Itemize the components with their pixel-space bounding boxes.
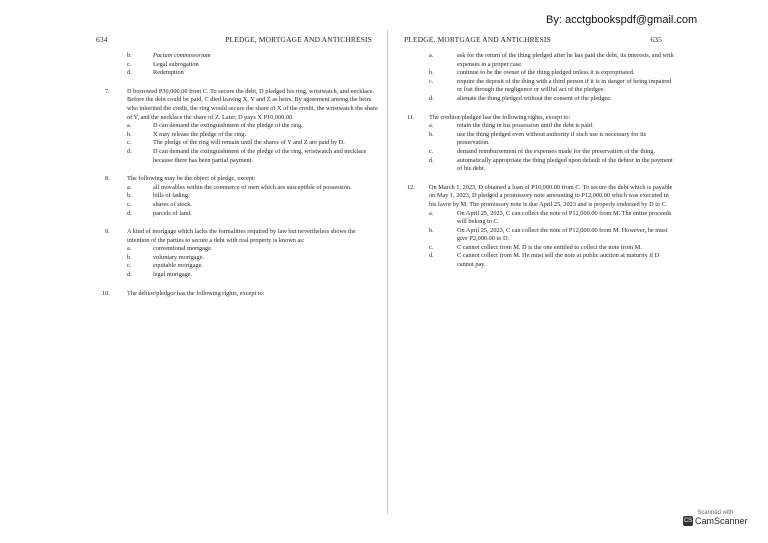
right-page: [398, 36, 676, 506]
question-stem: On March 1, 2023, D obtained a loan of P10,000.00 from C. To secure the debt which is payable on May 1, 2023, D pledged a promissory note amounting to P12,000.00 which was executed in his favor by M. The promissory note is due April 25, 2023 and is properly endorsed by D to C.: [429, 183, 673, 208]
option-item: d. C cannot collect from M. He must sell the note at public auction at maturity if D cannot pay.: [429, 252, 660, 269]
question-8: 8. The following may be the object of pledge, except: a. all movables within the commerce of men which are susceptible of possession. b. bills of lading. c. shares of stock. d. parcels of land.: [96, 175, 378, 218]
running-title: PLEDGE, MORTGAGE AND ANTICHRESIS: [225, 35, 372, 44]
scanned-with-label: Scanned with: [697, 510, 734, 516]
option-item: c. The pledge of the ring will remain until the shares of Y and Z are paid by D.: [127, 139, 345, 147]
option-item: b. On April 25, 2023, C can collect the note of P12,000.00 from M. However, he must give P2,000.00 to D.: [429, 226, 668, 243]
option-item: d. alienate the thing pledged without the consent of the pledgee.: [429, 94, 612, 102]
option-item: b. Pactum commissorium: [127, 52, 211, 59]
running-title: PLEDGE, MORTGAGE AND ANTICHRESIS: [404, 35, 551, 44]
page-divider: [387, 30, 388, 514]
option-item: b. bills of lading.: [127, 192, 190, 200]
option-item: a. On April 25, 2023, C can collect the note of P12,000.00 from M. The entire proceeds will belong to C.: [429, 209, 672, 226]
question-stem: D borrowed P30,000.00 from C. To secure the debt, D pledged his ring, wristwatch, and necklace. Before the debt could be paid, C died leaving X, Y and Z as heirs. By agreement among the heirs who inherited the credit, the ring would secure the share of X of the credit, the wristwatch the share of Y, and the necklace the share of Z. Later, D pays X P10,000.00.: [127, 87, 378, 121]
option-item: d. legal mortgage.: [127, 271, 193, 279]
option-item: a. retain the thing in his possession until the debt is paid.: [429, 122, 594, 130]
question-stem: The debtor/pledgor has the following rights, except to:: [127, 289, 265, 297]
page-number: 634: [96, 35, 108, 44]
option-item: a. conventional mortgage.: [127, 245, 213, 253]
option-item: d. Redemption: [127, 69, 184, 77]
camscanner-stamp: [683, 510, 748, 526]
option-item: b. voluntary mortgage.: [127, 253, 205, 261]
option-item: d. automatically appropriate the thing pledged upon default of the debtor in the payment of his debt.: [429, 156, 673, 173]
option-item: d. parcels of land.: [127, 209, 192, 217]
question-stem: A kind of mortgage which lacks the formalities required by law but nevertheless shows the intention of the parties to secure a debt with real property is known as:: [127, 228, 356, 244]
option-item: a. ask for the return of the thing pledged after he has paid the debt, its interests, and with expenses in a proper case.: [429, 52, 674, 68]
watermark-email: By: acctgbookspdf@gmail.com: [546, 14, 698, 26]
option-item: c. require the deposit of the thing with a third person if it is in danger of being impaired or lost through the negligence or willful act of the pledgee.: [429, 77, 672, 94]
question-11: 11. The creditor/pledgee has the following rights, except to: a. retain the thing in his possession until the debt is paid. b. use the thing pledged even without authority if such use is necessary for its preservation. c. demand reimbursement of the expenses made for the preservation of the thing. d. automatically appropriate the thing pledged upon default of the debtor in the payment of his debt.: [398, 114, 676, 174]
carryover-options: [398, 52, 676, 104]
camscanner-brand: CamScanner: [695, 516, 748, 526]
page-number: 635: [650, 35, 662, 44]
option-item: c. C cannot collect from M. D is the one entitled to collect the note from M.: [429, 243, 642, 251]
question-7: 7. D borrowed P30,000.00 from C. To secure the debt, D pledged his ring, wristwatch, and necklace. Before the debt could be paid, C died leaving X, Y and Z as heirs. By agreement among the heirs who inherited the credit, the ring would secure the share of X of the credit, the wristwatch the share of Y, and the necklace the share of Z. Later, D pays X P10,000.00. a. D can demand the extinguishment of the pledge of the ring. b. X may release the pledge of the ring. c. The pledge of the ring will remain until the shares of Y and Z are paid by D. d. D can demand the extinguishment of the pledge of the ring, wristwatch and necklace because there has been partial payment.: [105, 87, 378, 164]
option-item: b. X may release the pledge of the ring.: [127, 130, 247, 138]
option-item: c. Legal subrogation: [127, 60, 199, 68]
left-page-header: [96, 36, 378, 52]
option-item: a. all movables within the commerce of men which are susceptible of possession.: [127, 183, 352, 191]
left-page: [96, 36, 378, 506]
question-12: 12. On March 1, 2023, D obtained a loan of P10,000.00 from C. To secure the debt which is payable on May 1, 2023, D pledged a promissory note amounting to P12,000.00 which was executed in his favor by M. The promissory note is due April 25, 2023 and is properly endorsed by D to C. a. On April 25, 2023, C can collect the note of P12,000.00 from M. The entire proceeds will belong to C. b. On April 25, 2023, C can collect the note of P12,000.00 from M. However, he must give P2,000.00 to D. c. C cannot collect from M. D is the one entitled to collect the note from M. d. C cannot collect from M. He must sell the note at public auction at maturity if D cannot pay.: [398, 184, 676, 270]
option-item: c. equitable mortgage.: [127, 262, 204, 270]
camscanner-logo-icon: CS: [683, 518, 693, 524]
option-item: a. D can demand the extinguishment of the pledge of the ring.: [127, 122, 303, 130]
right-page-header: [398, 36, 676, 52]
question-10: 10. The debtor/pledgor has the following rights, except to:: [96, 290, 378, 299]
question-stem: The following may be the object of pledge, except:: [127, 175, 256, 183]
question-9: 9. A kind of mortgage which lacks the formalities required by law but nevertheless shows the intention of the parties to secure a debt with real property is known as: a. conventional mortgage. b. voluntary mortgage. c. equitable mortgage. d. legal mortgage.: [96, 228, 378, 280]
option-item: d. D can demand the extinguishment of the pledge of the ring, wristwatch and necklace because there has been partial payment.: [127, 147, 367, 164]
carryover-options: [96, 52, 378, 78]
option-item: c. demand reimbursement of the expenses made for the preservation of the thing.: [429, 147, 655, 155]
option-item: b. continue to be the owner of the thing pledged unless it is expropriated.: [429, 69, 635, 77]
option-item: b. use the thing pledged even without authority if such use is necessary for its preservation.: [429, 130, 647, 147]
question-stem: The creditor/pledgee has the following rights, except to:: [429, 113, 571, 121]
option-item: c. shares of stock.: [127, 200, 192, 208]
